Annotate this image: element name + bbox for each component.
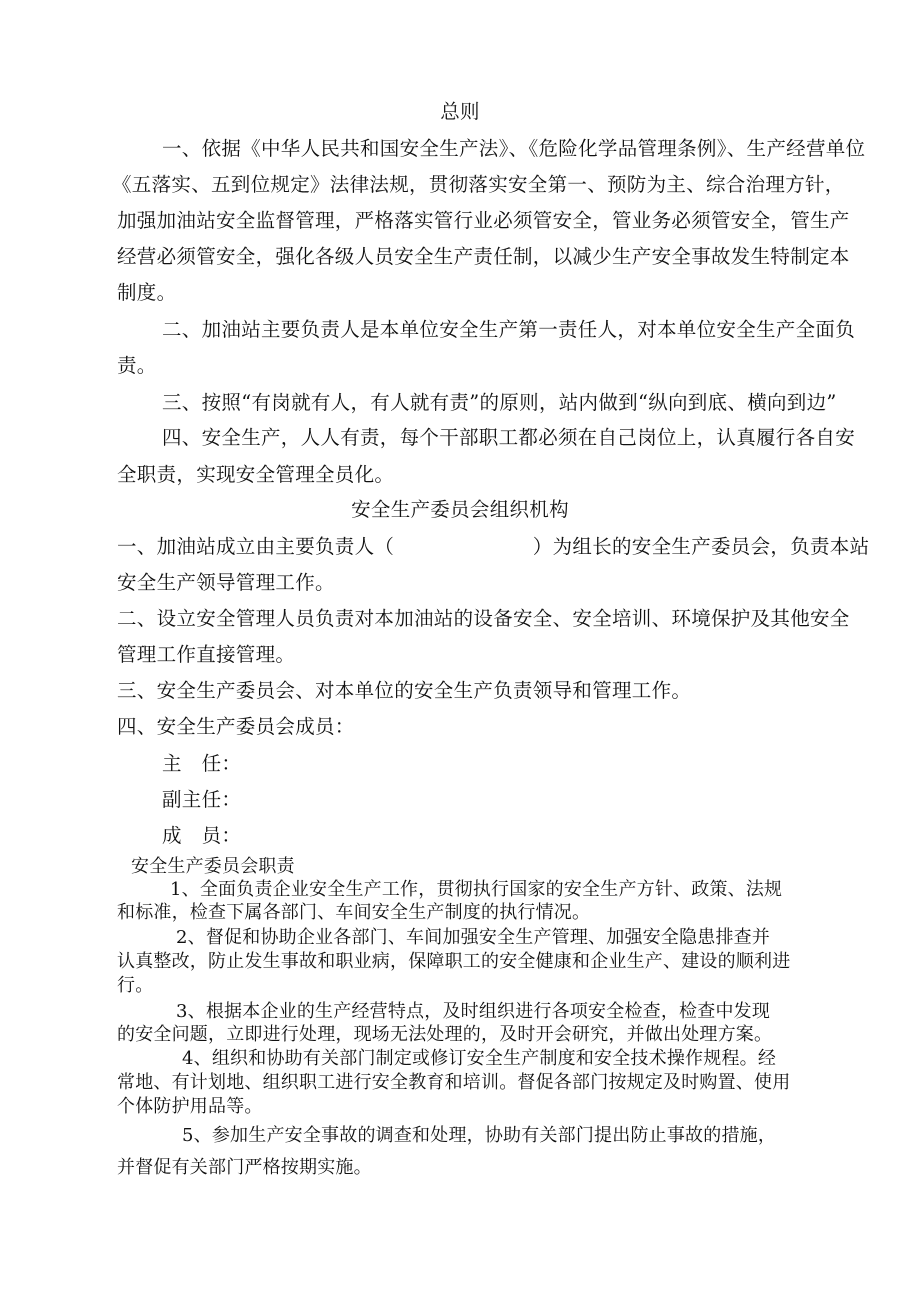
paragraph-line: 四、安全生产，人人有责，每个干部职工都必须在自己岗位上，认真履行各自安 — [162, 426, 856, 449]
paragraph-line: 四、安全生产委员会成员： — [117, 715, 355, 738]
paragraph-line: 管理工作直接管理。 — [117, 643, 296, 666]
paragraph-line: 行。 — [117, 975, 154, 996]
paragraph-line: 加强加油站安全监督管理，严格落实管行业必须管安全，管业务必须管安全，管生产 — [117, 209, 850, 232]
paragraph-line: 三、安全生产委员会、对本单位的安全生产负责领导和管理工作。 — [117, 679, 692, 702]
paragraph-line: 1、全面负责企业安全生产工作，贯彻执行国家的安全生产方针、政策、法规 — [170, 879, 783, 900]
paragraph-line: 个体防护用品等。 — [117, 1096, 263, 1117]
member-label-members: 成 员： — [162, 824, 242, 847]
section-title-organization: 安全生产委员会组织机构 — [351, 498, 569, 521]
paragraph-line: 4、组织和协助有关部门制定或修订安全生产制度和安全技术操作规程。经 — [182, 1048, 777, 1069]
section-title-general: 总则 — [440, 100, 480, 123]
section-title-duties: 安全生产委员会职责 — [131, 856, 295, 877]
paragraph-line: 一、加油站成立由主要负责人（ ）为组长的安全生产委员会，负责本站 — [117, 535, 870, 558]
paragraph-line: 责。 — [117, 354, 157, 377]
paragraph-line: 并督促有关部门严格按期实施。 — [117, 1157, 372, 1178]
paragraph-line: 全职责，实现安全管理全员化。 — [117, 463, 395, 486]
paragraph-line: 常地、有计划地、组织职工进行安全教育和培训。督促各部门按规定及时购置、使用 — [117, 1072, 791, 1093]
paragraph-line: 的安全问题，立即进行处理，现场无法处理的，及时开会研究，并做出处理方案。 — [117, 1024, 773, 1045]
paragraph-line: 安全生产领导管理工作。 — [117, 571, 335, 594]
paragraph-line: 二、加油站主要负责人是本单位安全生产第一责任人，对本单位安全生产全面负 — [162, 318, 856, 341]
paragraph-line: 和标准，检查下属各部门、车间安全生产制度的执行情况。 — [117, 902, 591, 923]
member-label-deputy-director: 副主任： — [162, 788, 242, 811]
paragraph-line: 认真整改，防止发生事故和职业病，保障职工的安全健康和企业生产、建设的顺利进 — [117, 951, 791, 972]
paragraph-line: 一、依据《中华人民共和国安全生产法》、《危险化学品管理条例》、生产经营单位 — [162, 137, 866, 160]
paragraph-line: 《五落实、五到位规定》法律法规，贯彻落实安全第一、预防为主、综合治理方针， — [112, 173, 845, 196]
paragraph-line: 3、根据本企业的生产经营特点，及时组织进行各项安全检查，检查中发现 — [176, 1001, 771, 1022]
paragraph-line: 三、按照“有岗就有人，有人就有责”的原则，站内做到“纵向到底、横向到边” — [162, 391, 837, 414]
paragraph-line: 5、参加生产安全事故的调查和处理，协助有关部门提出防止事故的措施， — [182, 1125, 777, 1146]
paragraph-line: 制度。 — [117, 281, 177, 304]
member-label-director: 主 任： — [162, 752, 242, 775]
paragraph-line: 二、设立安全管理人员负责对本加油站的设备安全、安全培训、环境保护及其他安全 — [117, 607, 850, 630]
paragraph-line: 经营必须管安全，强化各级人员安全生产责任制，以减少生产安全事故发生特制定本 — [117, 245, 850, 268]
paragraph-line: 2、督促和协助企业各部门、车间加强安全生产管理、加强安全隐患排查并 — [176, 927, 771, 948]
